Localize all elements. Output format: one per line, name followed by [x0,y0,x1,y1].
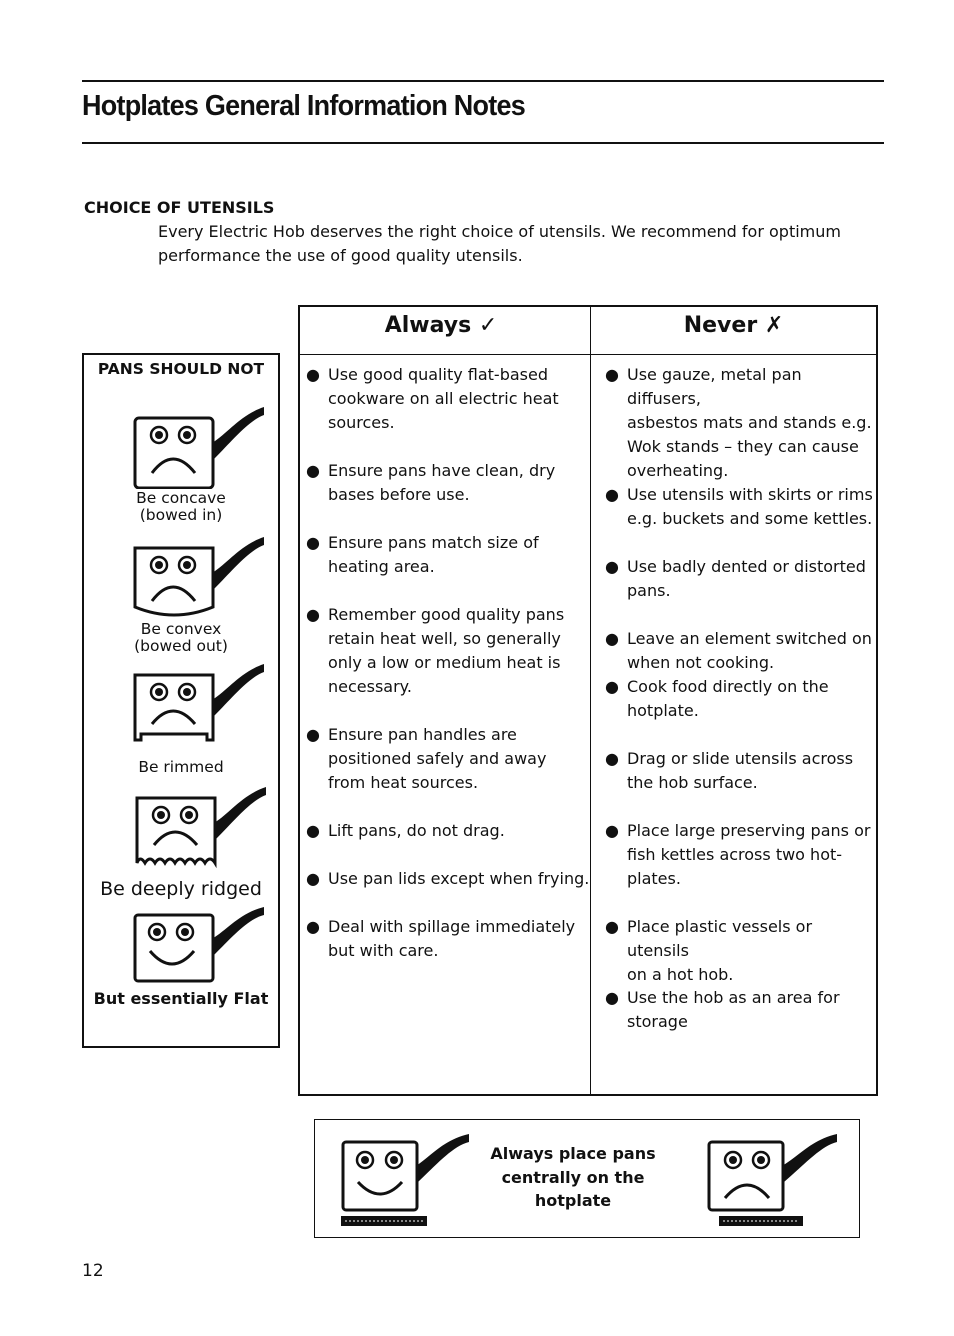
sad-pan-offcenter-icon [707,1132,841,1230]
list-item: ● Ensure pan handles are positioned safely and away from heat sources. [306,725,547,792]
table-column-divider [590,307,591,1094]
happy-pan-flat-icon [132,905,266,985]
bullet-icon: ● [306,821,320,840]
list-item: ● Use gauze, metal pan diffusers, asbestos mats and stands e.g. Wok stands – they can cause overheating. [605,365,872,480]
list-item: ● Remember good quality pans retain heat well, so generally only a low or medium heat is necessary. [306,605,565,696]
pans-should-not-box [82,353,280,1048]
title-underline [82,142,884,144]
bullet-icon: ● [306,461,320,480]
center-pans-note-box [314,1119,860,1238]
always-never-table [298,305,878,1096]
bullet-icon: ● [605,917,619,936]
bullet-icon: ● [605,485,619,504]
list-item: ● Leave an element switched on when not cooking. [605,629,872,672]
list-item: ● Place large preserving pans or fish kettles across two hot- plates. [605,821,871,888]
bullet-icon: ● [605,749,619,768]
bullet-icon: ● [605,988,619,1007]
list-item: ● Drag or slide utensils across the hob surface. [605,749,854,792]
sad-pan-ridged-icon [134,783,268,869]
page-title: Hotplates General Information Notes [82,90,526,122]
list-item: ● Use the hob as an area for storage [605,988,840,1031]
sad-pan-rimmed-icon [132,660,266,746]
bullet-icon: ● [306,917,320,936]
list-item: ● Use pan lids except when frying. [304,867,589,891]
pan-label-concave: Be concave (bowed in) [136,489,226,524]
list-item: ● Use good quality flat-based cookware on all electric heat sources. [306,365,559,432]
intro-paragraph: Every Electric Hob deserves the right choice of utensils. We recommend for optimum performance the use of good quality utensils. [158,222,841,265]
center-pans-note: Always place pans centrally on the hotplate [490,1144,656,1210]
always-column-heading: Always ✓ [384,313,498,338]
pan-label-ridged: Be deeply ridged [100,878,262,900]
bullet-icon: ● [306,605,320,624]
bullet-icon: ● [605,629,619,648]
sad-pan-convex-icon [132,533,266,619]
pans-box-heading: PANS SHOULD NOT [97,360,265,378]
pan-label-rimmed: Be rimmed [138,758,224,776]
bullet-icon: ● [306,725,320,744]
never-column-heading: Never ✗ [683,313,784,338]
bullet-icon: ● [605,557,619,576]
list-item: ● Ensure pans have clean, dry bases before use. [306,461,556,504]
list-item: ● Use badly dented or distorted pans. [605,557,866,600]
list-item: ● Use utensils with skirts or rims e.g. buckets and some kettles. [605,485,873,528]
bullet-icon: ● [605,821,619,840]
bullet-icon: ● [605,677,619,696]
bullet-icon: ● [605,365,619,384]
top-rule [82,80,884,82]
pan-label-flat: But essentially Flat [93,989,269,1008]
sad-pan-concave-icon [132,403,266,489]
list-item: ● Ensure pans match size of heating area. [306,533,539,576]
happy-pan-centered-icon [339,1132,471,1230]
list-item: ● Deal with spillage immediately but with care. [306,917,576,960]
list-item: ● Place plastic vessels or utensils on a hot hob. [605,917,813,984]
bullet-icon: ● [306,365,320,384]
bullet-icon: ● [306,869,320,888]
list-item: ● Lift pans, do not drag. [304,819,505,843]
bullet-icon: ● [306,533,320,552]
page-number: 12 [82,1261,104,1281]
section-heading: CHOICE OF UTENSILS [84,198,275,217]
table-header-divider [300,354,876,355]
list-item: ● Cook food directly on the hotplate. [605,677,829,720]
pan-label-convex: Be convex (bowed out) [134,620,228,655]
